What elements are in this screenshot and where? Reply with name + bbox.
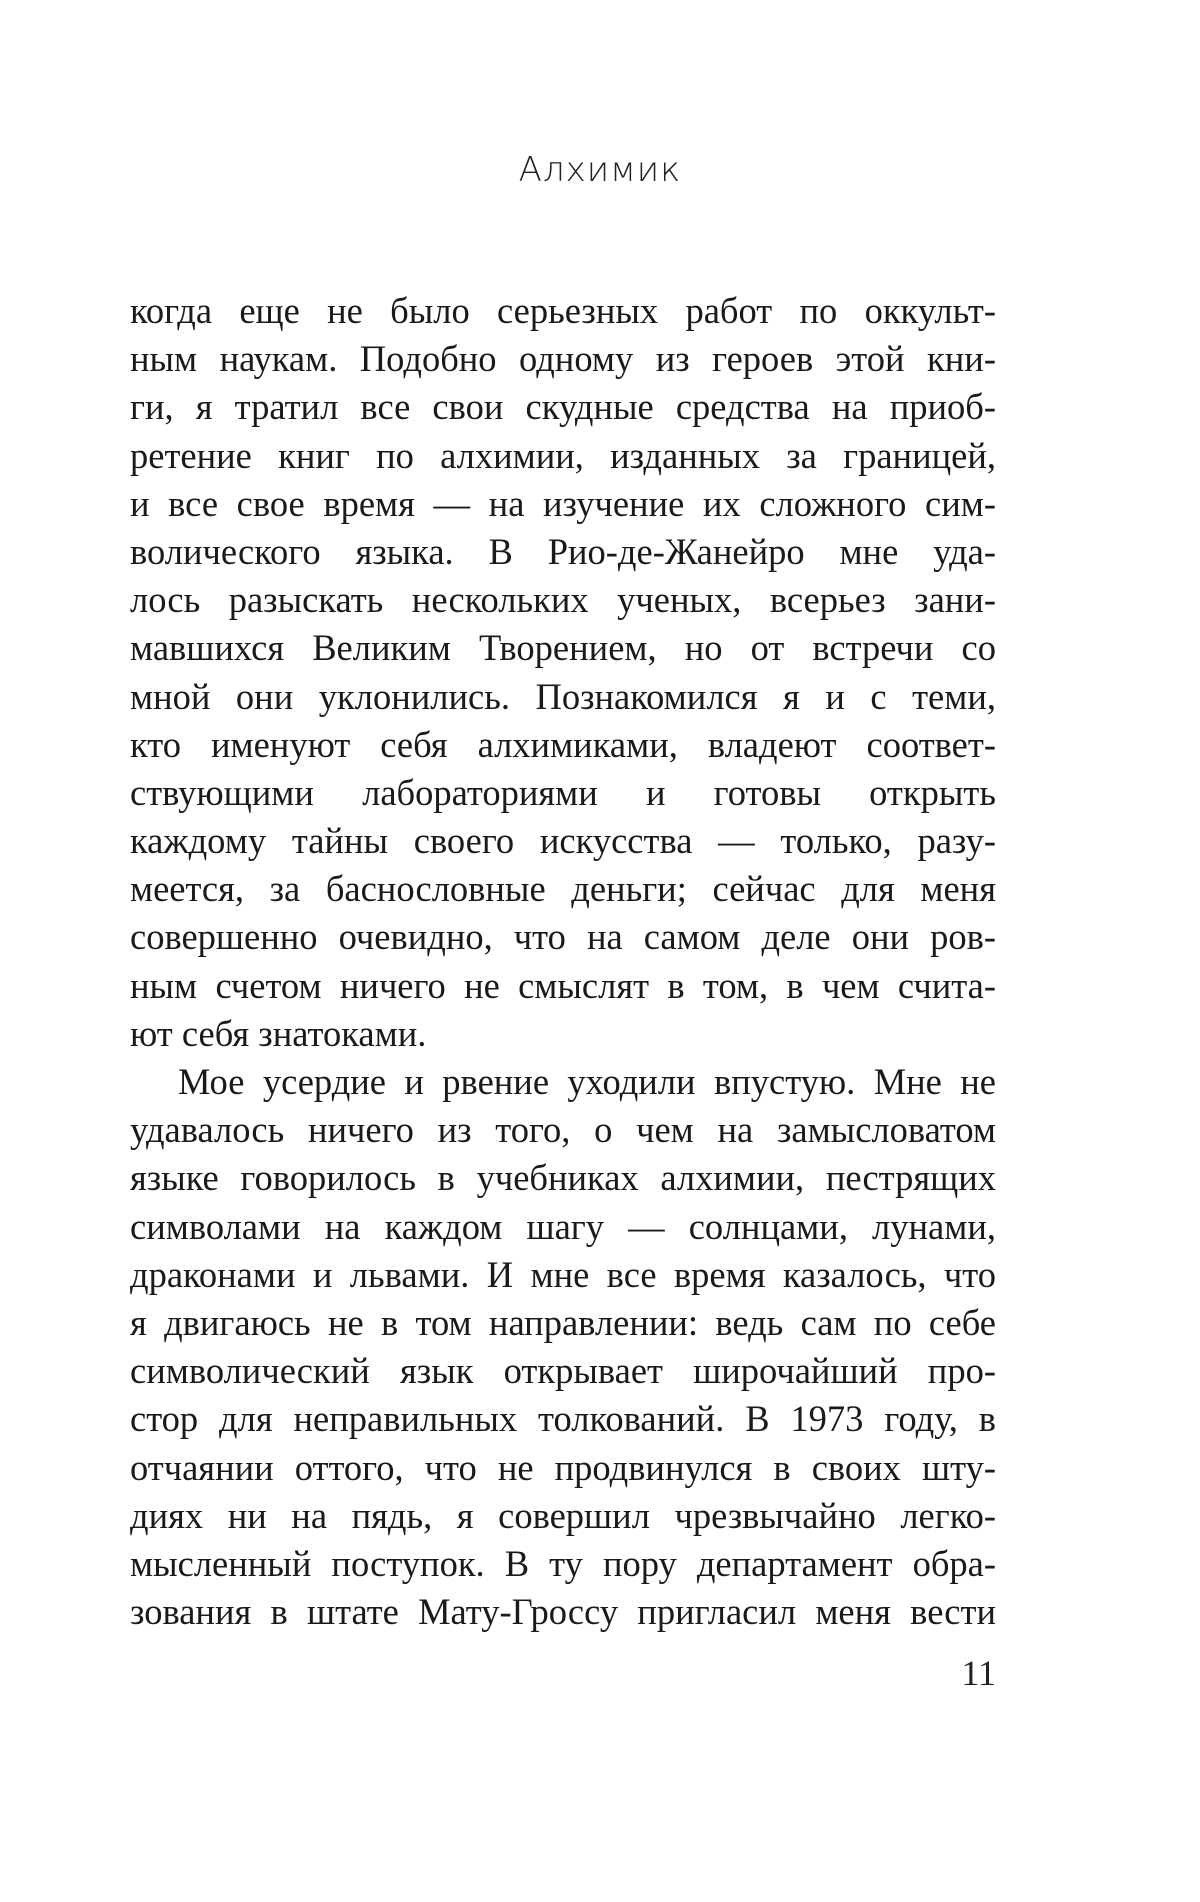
text-line: мысленный поступок. В ту пору департамент обра- xyxy=(130,1542,996,1584)
paragraph-1 xyxy=(130,287,996,1058)
text-line: драконами и львами. И мне все время казалось, что xyxy=(130,1253,996,1295)
text-line: языке говорилось в учебниках алхимии, пестрящих xyxy=(130,1157,996,1199)
text-line: лось разыскать нескольких ученых, всерьез зани- xyxy=(130,579,996,621)
running-head: Алхимик xyxy=(518,150,682,190)
text-line: когда еще не было серьезных работ по оккульт- xyxy=(130,290,996,331)
body-text xyxy=(130,287,996,1636)
text-line: кто именуют себя алхимиками, владеют соответ- xyxy=(130,723,996,765)
text-line: ют себя знатоками. xyxy=(130,1012,427,1054)
text-line: каждому тайны своего искусства — только, разу- xyxy=(130,820,996,862)
text-line: совершенно очевидно, что на самом деле они ров- xyxy=(130,916,996,958)
text-line: меется, за баснословные деньги; сейчас для меня xyxy=(130,868,996,910)
text-line: и все свое время — на изучение их сложного сим- xyxy=(130,482,996,524)
text-line: ным счетом ничего не смыслят в том, в чем счита- xyxy=(130,964,996,1006)
text-line: удавалось ничего из того, о чем на замысловатом xyxy=(130,1109,996,1151)
text-line: символами на каждом шагу — солнцами, лунами, xyxy=(130,1205,996,1247)
text-line: символический язык открывает широчайший про- xyxy=(130,1350,996,1392)
text-line: я двигаюсь не в том направлении: ведь сам по себе xyxy=(130,1301,996,1343)
text-line: мавшихся Великим Творением, но от встречи со xyxy=(130,627,996,669)
text-line: Мое усердие и рвение уходили впустую. Мне не xyxy=(178,1061,996,1102)
text-line: диях ни на пядь, я совершил чрезвычайно легко- xyxy=(130,1494,996,1536)
text-line: ги, я тратил все свои скудные средства на приоб- xyxy=(130,386,996,428)
text-line: стор для неправильных толкований. В 1973 году, в xyxy=(130,1398,996,1440)
text-line: волического языка. В Рио-де-Жанейро мне уда- xyxy=(130,530,996,572)
text-line: ным наукам. Подобно одному из героев этой кни- xyxy=(130,338,996,380)
page-number: 11 xyxy=(961,1653,996,1693)
text-line: отчаянии оттого, что не продвинулся в своих шту- xyxy=(130,1446,996,1488)
text-line: ретение книг по алхимии, изданных за границей, xyxy=(130,434,996,476)
text-line: ствующими лабораториями и готовы открыть xyxy=(130,771,996,813)
paragraph-2 xyxy=(130,1058,996,1636)
text-line: зования в штате Мату-Гроссу пригласил меня вести xyxy=(130,1591,996,1633)
text-line: мной они уклонились. Познакомился я и с теми, xyxy=(130,675,996,717)
